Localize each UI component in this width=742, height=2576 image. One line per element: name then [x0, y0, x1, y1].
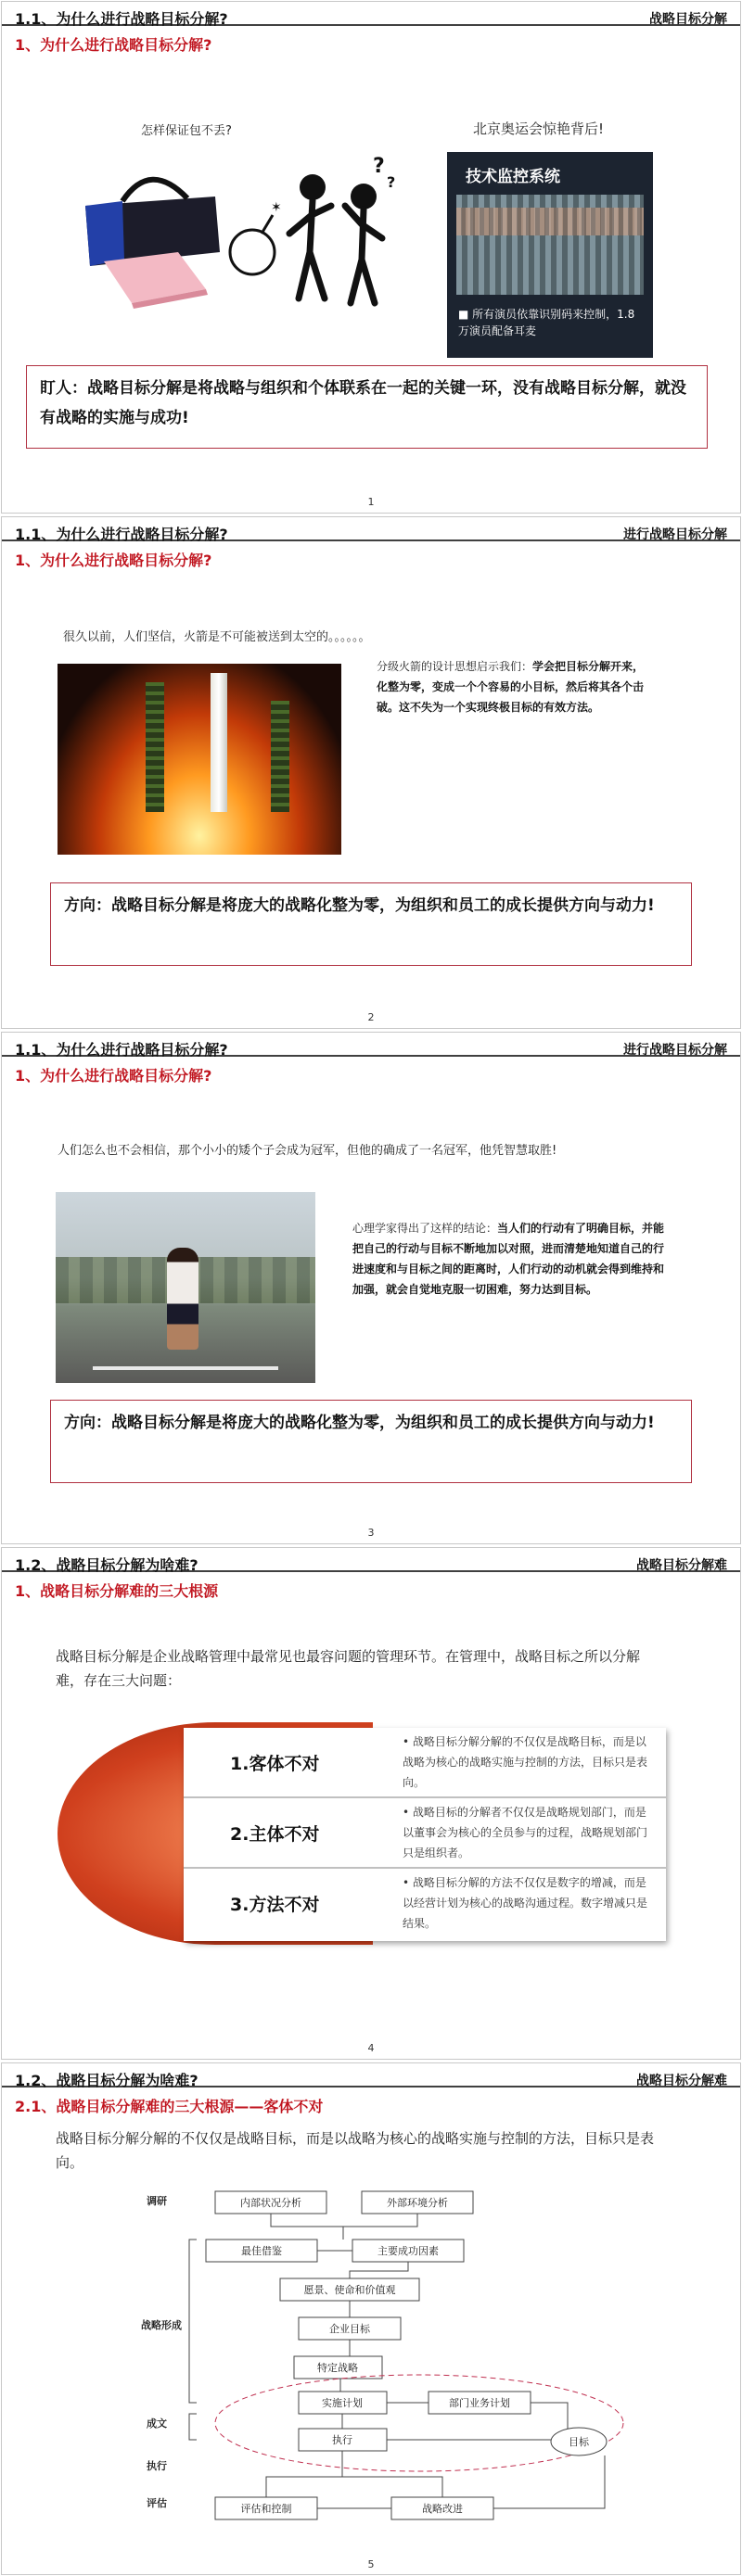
page-number: 3 — [367, 1527, 375, 1539]
question-left: 怎样保证包不丢? — [141, 124, 232, 138]
header-right: 进行战略目标分解 — [623, 527, 727, 542]
slide-header — [2, 2063, 740, 2087]
header-title: 1.2、战略目标分解为啥难? — [15, 2072, 198, 2089]
slide-subtitle: 1、战略目标分解难的三大根源 — [15, 1582, 219, 1600]
row-desc: • 战略目标分解分解的不仅仅是战略目标，而是以战略为核心的战略实施与控制的方法，目标只是表向。 — [403, 1735, 648, 1789]
flow-text-keyfactor: 主要成功因素 — [377, 2245, 439, 2257]
slide-3 — [1, 1032, 741, 1544]
row-3 — [184, 1869, 666, 1939]
page-number: 2 — [367, 1011, 375, 1023]
row-1 — [184, 1728, 666, 1798]
insight-lead: 分级火箭的设计思想启示我们： — [377, 660, 533, 673]
slide-subtitle: 1、为什么进行战略目标分解? — [15, 1067, 212, 1085]
row-label: 1.客体不对 — [230, 1754, 320, 1774]
slide-5 — [1, 2062, 741, 2575]
dashed-ellipse — [215, 2375, 623, 2471]
svg-text:?: ? — [373, 155, 385, 178]
slide-subtitle: 1、为什么进行战略目标分解? — [15, 552, 212, 569]
question-right: 北京奥运会惊艳背后! — [473, 121, 605, 137]
key-message-box: 方向：战略目标分解是将庞大的战略化整为零，为组织和员工的成长提供方向与动力! — [50, 882, 692, 966]
header-title: 1.1、为什么进行战略目标分解? — [15, 1041, 228, 1059]
marathon-runner-photo — [56, 1192, 315, 1383]
header-title: 1.1、为什么进行战略目标分解? — [15, 526, 228, 543]
rocket-insight — [377, 656, 651, 717]
flow-text-strategy: 特定战略 — [317, 2362, 358, 2374]
strategy-flow-diagram — [141, 2180, 633, 2560]
header-title: 1.1、为什么进行战略目标分解? — [15, 10, 228, 28]
header-title: 1.2、战略目标分解为啥难? — [15, 1556, 198, 1574]
slide-subtitle: 2.1、战略目标分解难的三大根源——客体不对 — [15, 2098, 324, 2115]
connector — [493, 2455, 605, 2508]
header-right: 战略目标分解难 — [636, 2074, 727, 2088]
intro-text: 人们怎么也不会相信，那个小小的矮个子会成为冠军，但他的确成了一名冠军，他凭智慧取胜! — [58, 1144, 557, 1158]
psychology-insight — [352, 1218, 673, 1300]
row-label: 2.主体不对 — [230, 1824, 320, 1845]
flow-text-dept: 部门业务计划 — [449, 2397, 510, 2409]
row-label: 3.方法不对 — [230, 1895, 320, 1915]
photo-caption: ■ 所有演员依靠识别码来控制，1.8万演员配备耳麦 — [458, 308, 635, 337]
side-label-eval: 评估 — [147, 2497, 167, 2509]
connector — [531, 2403, 568, 2429]
photo-title: 技术监控系统 — [466, 168, 560, 186]
bracket-doc — [189, 2414, 197, 2440]
slide-header — [2, 2, 740, 26]
page-number: 4 — [367, 2042, 375, 2054]
flow-text-external: 外部环境分析 — [387, 2197, 448, 2209]
intro-text: 很久以前，人们坚信，火箭是不可能被送到太空的。。。。。。 — [63, 630, 371, 644]
key-message-box: 方向：战略目标分解是将庞大的战略化整为零，为组织和员工的成长提供方向与动力! — [50, 1400, 692, 1483]
header-right: 战略目标分解难 — [636, 1558, 727, 1573]
key-message-box: 盯人：战略目标分解是将战略与组织和个体联系在一起的关键一环，没有战略目标分解，就没有战略的实施与成功! — [26, 365, 708, 449]
insight-bold: 学会把目标分解开来，化整为零，变成一个个容易的小目标，然后将其各个击破。这不失为一个实现终极目标的有效方法。 — [377, 660, 645, 714]
runner-figure — [167, 1248, 198, 1350]
side-label-research: 调研 — [147, 2195, 167, 2207]
slide-subtitle: 1、为什么进行战略目标分解? — [15, 36, 212, 54]
flow-text-improve: 战略改进 — [422, 2503, 463, 2515]
launch-tower-right — [271, 701, 289, 812]
road-line — [93, 1366, 278, 1370]
slide-1 — [1, 1, 741, 514]
slide-2 — [1, 516, 741, 1029]
slide-header — [2, 1548, 740, 1572]
flow-text-internal: 内部状况分析 — [240, 2197, 301, 2209]
flow-text-target: 目标 — [569, 2436, 589, 2448]
launch-tower-left — [146, 682, 164, 812]
header-right: 战略目标分解 — [649, 12, 727, 27]
flow-text-corpgoal: 企业目标 — [329, 2323, 370, 2335]
intro-text: 战略目标分解是企业战略管理中最常见也最容问题的管理环节。在管理中，战略目标之所以分解难，存在三大问题： — [56, 1648, 641, 1689]
insight-bold: 当人们的行动有了明确目标，并能把自己的行动与目标不断地加以对照，进而清楚地知道自己的行进速度和与目标之间的距离时，人们行动的动机就会得到维持和加强，就会自觉地克服一切困难，努力达到目标。 — [352, 1222, 665, 1296]
intro-text: 战略目标分解分解的不仅仅是战略目标，而是以战略为核心的战略实施与控制的方法，目标只是表向。 — [56, 2130, 655, 2171]
bracket-formation — [189, 2240, 197, 2403]
flow-text-impl: 实施计划 — [322, 2397, 363, 2409]
slide-4 — [1, 1547, 741, 2060]
olympic-monitoring-photo — [447, 152, 653, 358]
bag-and-thinkers-illustration — [67, 150, 401, 326]
row-2 — [184, 1798, 666, 1869]
svg-text:✶: ✶ — [271, 200, 282, 215]
page-number: 5 — [367, 2558, 375, 2570]
flow-text-exec: 执行 — [332, 2434, 352, 2446]
flow-text-eval: 评估和控制 — [240, 2503, 292, 2515]
flow-text-vision: 愿景、使命和价值观 — [303, 2284, 396, 2296]
rocket-body — [211, 673, 227, 812]
rocket-launch-photo — [58, 664, 341, 855]
crowd-highlight — [456, 208, 644, 235]
three-problems-diagram — [58, 1722, 670, 1945]
slide-header — [2, 1033, 740, 1057]
side-label-formation: 战略形成 — [141, 2319, 182, 2331]
insight-lead: 心理学家得出了这样的结论： — [352, 1222, 498, 1235]
flow-text-best: 最佳借鉴 — [241, 2245, 282, 2257]
row-desc: • 战略目标的分解者不仅仅是战略规划部门，而是以董事会为核心的全员参与的过程，战略规划部门只是组织者。 — [403, 1806, 648, 1859]
header-right: 进行战略目标分解 — [623, 1043, 727, 1058]
svg-text:?: ? — [387, 173, 396, 191]
connector — [350, 2262, 408, 2278]
side-label-exec: 执行 — [147, 2460, 167, 2472]
slide-header — [2, 517, 740, 541]
side-label-doc: 成文 — [147, 2417, 167, 2430]
connector — [266, 2451, 442, 2497]
page-number: 1 — [367, 496, 375, 508]
connector — [271, 2214, 417, 2240]
row-desc: • 战略目标分解的方法不仅仅是数字的增减，而是以经营计划为核心的战略沟通过程。数字增减只是结果。 — [403, 1876, 648, 1930]
